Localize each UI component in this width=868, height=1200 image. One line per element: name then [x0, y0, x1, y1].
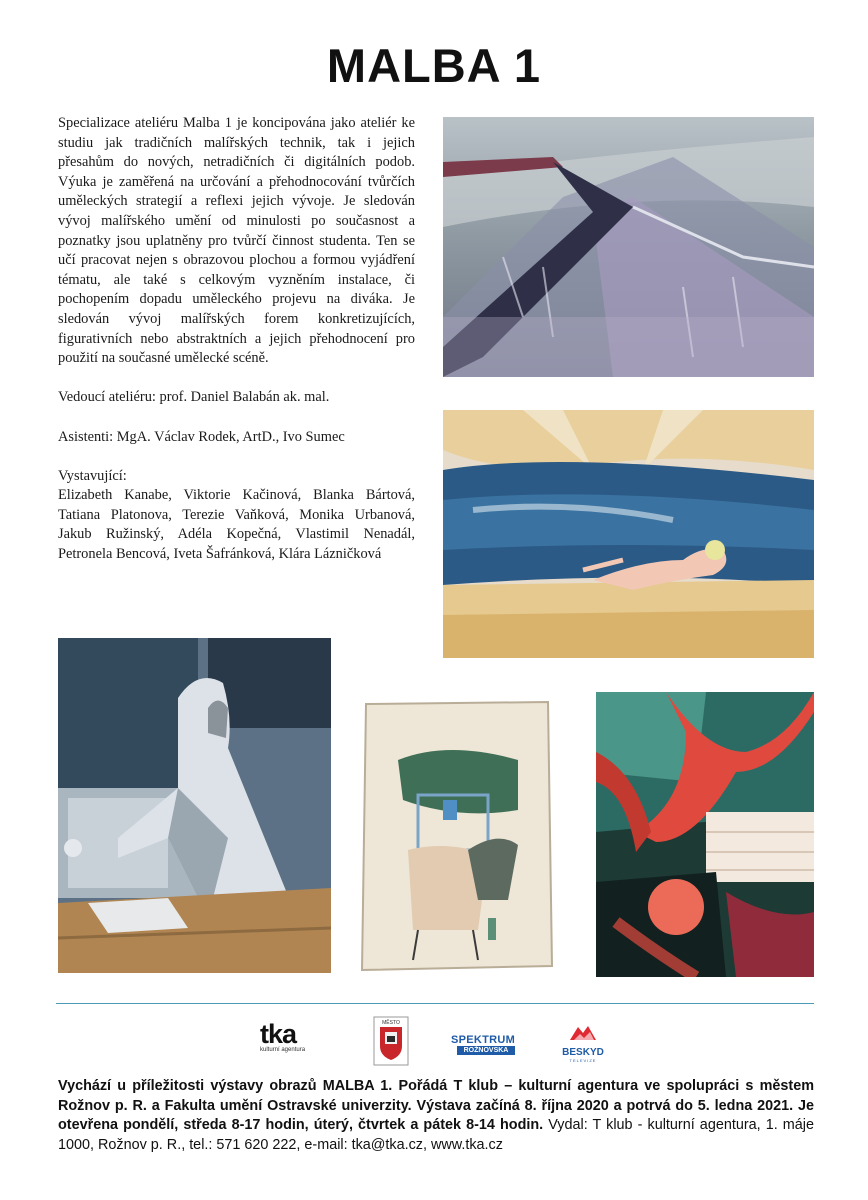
exhibitors-list: Elizabeth Kanabe, Viktorie Kačinová, Blanka Bártová, Tatiana Platonova, Terezie Vaňková, Monika Urbanová, Jakub Ružinský, Adéla Kopečná, Vlastimil Nenadál, Petronela Bencová, Iveta Šafránková, Klára Lázničková: [58, 487, 415, 563]
exhibitors-label: Vystavující:: [58, 467, 127, 484]
footer-divider: [56, 1003, 814, 1004]
footer-text: [58, 1077, 814, 1155]
painting-watercolour-chair: [358, 700, 555, 972]
assistants: Asistenti: MgA. Václav Rodek, ArtD., Ivo Sumec: [58, 428, 345, 445]
spektrum-logo: [451, 1034, 523, 1056]
description-column: [58, 114, 415, 584]
tka-logo: [260, 1020, 310, 1062]
page-title: MALBA 1: [326, 39, 542, 92]
coat-of-arms-icon: [371, 1016, 411, 1066]
town-coat-of-arms-logo: [371, 1016, 411, 1066]
partner-logos: [0, 1016, 868, 1066]
painting-red-abstract: [596, 692, 814, 977]
mountain-icon: [568, 1024, 598, 1042]
painting-boat: [443, 117, 814, 377]
beskyd-logo-subtitle: TELEVIZE: [569, 1058, 597, 1063]
mesto-label: MĚSTO: [382, 1020, 400, 1026]
spektrum-logo-text: SPEKTRUM: [451, 1034, 516, 1046]
painting-cubist-figure: [58, 638, 331, 973]
beskyd-logo: [553, 1024, 613, 1062]
tka-logo-subtitle: kulturní agentura: [260, 1047, 306, 1053]
tka-logo-text: tka: [260, 1019, 297, 1049]
painting-sea-figures: [443, 410, 814, 658]
footer-publisher-text: Vydal: T klub - kulturní agentura, 1. máje 1000, Rožnov p. R., tel.: 571 620 222, e-mail: tka@tka.cz, www.tka.cz: [58, 1117, 814, 1153]
beskyd-logo-text: BESKYD: [562, 1047, 604, 1058]
footer-bold-text: Vychází u příležitosti výstavy obrazů MALBA 1. Pořádá T klub – kulturní agentura ve spolupráci s městem Rožnov p. R. a Fakulta umění Ostravské univerzity. Výstava začíná 8. října 2020 a potrvá do 5. ledna 2021. Je otevřena pondělí, středa 8-17 hodin, úterý, čtvrtek a pátek 8-14 hodin.: [58, 1078, 814, 1133]
spektrum-logo-subtitle: ROŽNOVSKA: [457, 1046, 515, 1055]
intro-paragraph: Specializace ateliéru Malba 1 je koncipována jako ateliér ke studiu jak tradičních malířských technik, tak i jejich přesahům do nových, netradičních či digitálních podob. Výuka je zaměřená na určování a přehodnocování tvůrčích uměleckých strategií a reflexi jejich vývoje. Je sledován vývoj malířského umění od minulosti po současnost a poznatky jsou uplatněny pro tvůrčí činnost studenta. Ten se učí pracovat nejen s obrazovou plochou a formou vyjádření tématu, ale také s celkovým vyzněním instalace, či pochopením dopadu uměleckého projevu na diváka. Je sledován vývoj malířských forem konkretizujících, figurativních nebo abstraktních a jejich přehodnocení pro použití na současné umělecké scéně.: [58, 115, 415, 367]
head-of-studio: Vedoucí ateliéru: prof. Daniel Balabán ak. mal.: [58, 389, 330, 406]
